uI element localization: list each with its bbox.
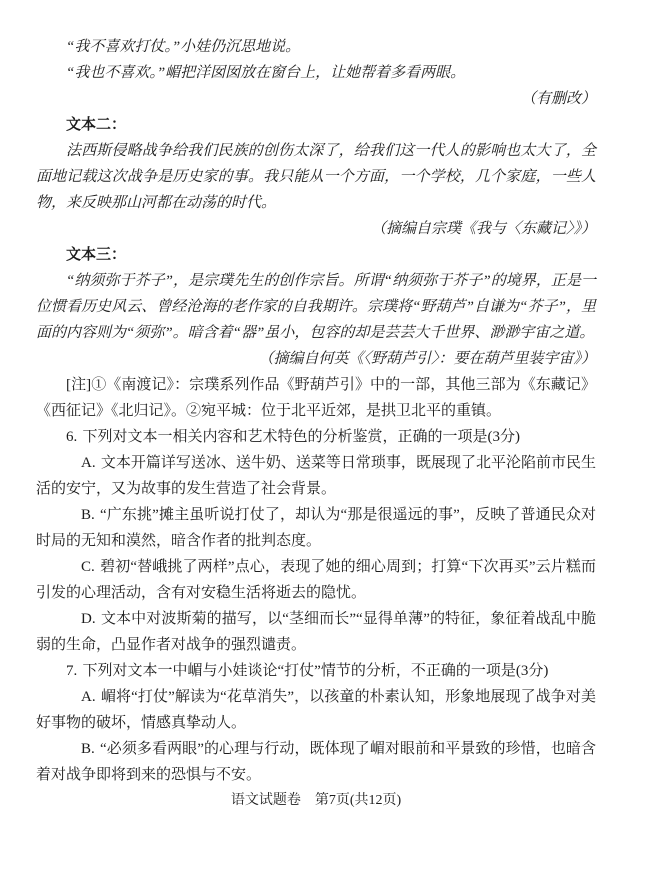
option-label: D. bbox=[81, 611, 96, 627]
question-7-number: 7. bbox=[66, 663, 78, 679]
question-6-option-c bbox=[36, 554, 596, 606]
passage-three-heading: 文本三： bbox=[66, 246, 127, 263]
option-text: 文本开篇详写送冰、送牛奶、送菜等日常琐事，既展现了北平沦陷前市民生活的安宁，又为故事的发生营造了社会背景。 bbox=[36, 455, 596, 497]
question-6-stem bbox=[36, 424, 596, 450]
passage-one-dialogue-line: “我不喜欢打仗。”小娃仍沉思地说。 bbox=[66, 39, 301, 55]
option-text: 嵋将“打仗”解读为“花草消失”，以孩童的朴素认知，形象地展现了战争对美好事物的破坏，情感真挚动人。 bbox=[36, 689, 596, 731]
passage-two-heading: 文本二： bbox=[66, 116, 127, 133]
passage-one-dialogue-line: “我也不喜欢。”嵋把洋囡囡放在窗台上，让她帮着多看两眼。 bbox=[66, 65, 466, 81]
question-7-stem bbox=[36, 658, 596, 684]
option-text: 碧初“替峨挑了两样”点心，表现了她的细心周到；打算“下次再买”云片糕而引发的心理活动，含有对安稳生活将逝去的隐忧。 bbox=[36, 559, 596, 601]
question-6-stem-text: 下列对文本一相关内容和艺术特色的分析鉴赏，正确的一项是(3分) bbox=[82, 429, 520, 445]
option-text: “广东挑”摊主虽听说打仗了，却认为“那是很遥远的事”，反映了普通民众对时局的无知和漠然，暗含作者的批判态度。 bbox=[36, 507, 596, 549]
option-label: A. bbox=[81, 455, 96, 471]
question-6-number: 6. bbox=[66, 429, 78, 445]
passage-one-attribution: （有删改） bbox=[520, 91, 596, 107]
option-text: “必须多看两眼”的心理与行动，既体现了嵋对眼前和平景致的珍惜，也暗含着对战争即将到来的恐惧与不安。 bbox=[36, 741, 596, 783]
footnote: [注]①《南渡记》：宗璞系列作品《野葫芦引》中的一部，其他三部为《东藏记》《西征记》《北归记》。②宛平城：位于北平近郊，是拱卫北平的重镇。 bbox=[36, 377, 596, 419]
passage-three-body: “纳须弥于芥子”，是宗璞先生的创作宗旨。所谓“纳须弥于芥子”的境界，正是一位惯看历史风云、曾经沧海的老作家的自我期许。宗璞将“野葫芦”自谦为“芥子”，里面的内容则为“须弥”。暗含着“器”虽小，包容的却是芸芸大千世界、渺渺宇宙之道。 bbox=[36, 273, 596, 341]
passage-two-body: 法西斯侵略战争给我们民族的创伤太深了，给我们这一代人的影响也太大了，全面地记载这次战争是历史家的事。我只能从一个方面，一个学校，几个家庭，一些人物，来反映那山河都在动荡的时代。 bbox=[36, 143, 596, 211]
option-label: A. bbox=[81, 689, 96, 705]
question-7-option-b bbox=[36, 736, 596, 788]
passage-three-attribution: （摘编自何英《〈野葫芦引〉：要在葫芦里装宇宙》） bbox=[258, 351, 596, 367]
question-6-option-d bbox=[36, 606, 596, 658]
option-text: 文本中对波斯菊的描写，以“茎细而长”“显得单薄”的特征，象征着战乱中脆弱的生命，凸显作者对战争的强烈谴责。 bbox=[36, 611, 596, 653]
page-footer: 语文试题卷 第7页(共12页) bbox=[230, 793, 402, 808]
question-6-option-b bbox=[36, 502, 596, 554]
passage-two-attribution: （摘编自宗璞《我与〈东藏记〉》） bbox=[370, 221, 596, 237]
option-label: B. bbox=[81, 741, 95, 757]
question-7-option-a bbox=[36, 684, 596, 736]
question-6-option-a bbox=[36, 450, 596, 502]
question-7-stem-text: 下列对文本一中嵋与小娃谈论“打仗”情节的分析，不正确的一项是(3分) bbox=[82, 663, 549, 679]
option-label: B. bbox=[81, 507, 95, 523]
option-label: C. bbox=[81, 559, 95, 575]
